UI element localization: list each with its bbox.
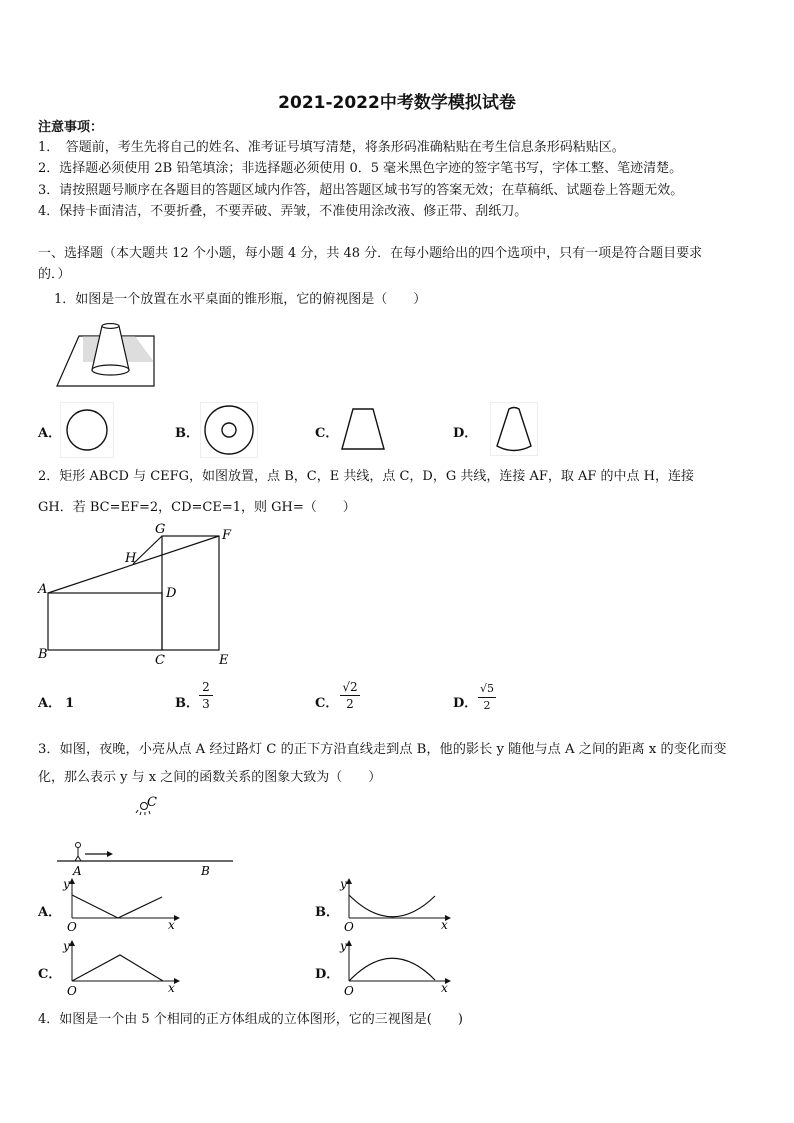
question-2-stem-cont: GH．若 BC=EF=2，CD=CE=1，则 GH=（ ）: [38, 500, 356, 515]
section-heading: 一、选择题（本大题共 12 个小题，每小题 4 分，共 48 分．在每小题给出的四个选项中，只有一项是符合题目要求: [38, 246, 703, 261]
q3-option-c-graph: [60, 940, 182, 997]
point-label-f: F: [222, 528, 232, 543]
point-label-b: B: [201, 864, 210, 878]
question-2-stem: 2．矩形 ABCD 与 CEFG，如图放置，点 B，C，E 共线，点 C，D，G 共线，连接 AF，取 AF 的中点 H，连接: [38, 469, 695, 484]
svg-text:x: x: [441, 918, 448, 932]
note-item: 2．选择题必须使用 2B 铅笔填涂；非选择题必须使用 0．5 毫米黑色字迹的签字笔书写，字体工整、笔迹清楚。: [38, 161, 683, 176]
point-label-h: H: [125, 551, 137, 566]
svg-text:x: x: [168, 918, 175, 932]
svg-text:O: O: [344, 984, 354, 998]
point-label-e: E: [219, 653, 229, 668]
q3-option-a[interactable]: A．: [38, 905, 62, 920]
svg-text:x: x: [168, 981, 175, 995]
q1-option-c[interactable]: C．: [315, 426, 339, 441]
point-label-a: A: [73, 864, 82, 878]
note-item: 4．保持卡面清洁，不要折叠，不要弄破、弄皱，不准使用涂改液、修正带、刮纸刀。: [38, 204, 528, 219]
point-label-a: A: [38, 582, 48, 597]
q3-option-d-graph: [337, 940, 453, 997]
q2-option-c[interactable]: C．: [315, 696, 339, 711]
conical-flask-figure: [55, 322, 155, 388]
svg-text:y: y: [63, 939, 70, 953]
svg-text:x: x: [441, 981, 448, 995]
q2-option-a[interactable]: A． 1: [38, 696, 75, 711]
q1-option-b-ring-icon: [200, 402, 258, 458]
person-icon: [75, 843, 81, 862]
page-title: 2021-2022中考数学模拟试卷: [278, 93, 516, 113]
svg-text:O: O: [67, 984, 77, 998]
q3-option-d[interactable]: D．: [315, 967, 340, 982]
svg-text:y: y: [63, 877, 70, 891]
q3-option-b[interactable]: B．: [315, 905, 339, 920]
svg-text:y: y: [340, 877, 347, 891]
q3-option-c[interactable]: C．: [38, 967, 62, 982]
question-1-stem: 1．如图是一个放置在水平桌面的锥形瓶，它的俯视图是（ ）: [54, 292, 427, 307]
q3-option-a-graph: [60, 878, 182, 933]
notes-heading: 注意事项：: [38, 120, 104, 135]
streetlight-figure: [55, 792, 235, 878]
q1-option-d[interactable]: D．: [453, 426, 478, 441]
note-item: 1． 答题前，考生先将自己的姓名、准考证号填写清楚，将条形码准确粘贴在考生信息条形码粘贴区。: [38, 140, 625, 155]
q1-option-b[interactable]: B．: [175, 426, 199, 441]
note-item: 3．请按照题号顺序在各题目的答题区域内作答，超出答题区域书写的答案无效；在草稿纸、试题卷上答题无效。: [38, 183, 684, 198]
point-label-b: B: [38, 647, 48, 662]
q3-option-b-graph: [337, 878, 453, 933]
svg-text:y: y: [340, 939, 347, 953]
q2-option-d-fraction: √5 2: [479, 682, 494, 712]
arrow-right-icon: [107, 851, 113, 857]
question-4-stem: 4．如图是一个由 5 个相同的正方体组成的立体图形，它的三视图是( ): [38, 1012, 463, 1027]
q2-option-b-fraction: 2 3: [199, 680, 213, 711]
q2-option-d[interactable]: D．: [453, 696, 478, 711]
q1-option-a[interactable]: A．: [38, 426, 62, 441]
svg-text:O: O: [344, 920, 354, 934]
point-label-c: C: [147, 795, 157, 810]
question-3-stem-cont: 化，那么表示 y 与 x 之间的函数关系的图象大致为（ ）: [38, 770, 382, 785]
q1-option-a-circle-icon: [60, 402, 114, 458]
section-heading-cont: 的．）: [38, 267, 71, 282]
q1-option-d-cone-icon: [490, 402, 538, 456]
point-label-g: G: [155, 522, 166, 537]
point-label-c: C: [155, 653, 165, 668]
q1-option-c-trapezoid-icon: [337, 404, 389, 454]
svg-text:O: O: [67, 920, 77, 934]
question-3-stem: 3．如图，夜晚，小亮从点 A 经过路灯 C 的正下方沿直线走到点 B，他的影长 y 随他与点 A 之间的距离 x 的变化而变: [38, 742, 727, 757]
q2-option-c-fraction: √2 2: [340, 680, 360, 711]
q2-option-b[interactable]: B．: [175, 696, 199, 711]
point-label-d: D: [166, 586, 177, 601]
rectangles-figure: [34, 524, 244, 670]
